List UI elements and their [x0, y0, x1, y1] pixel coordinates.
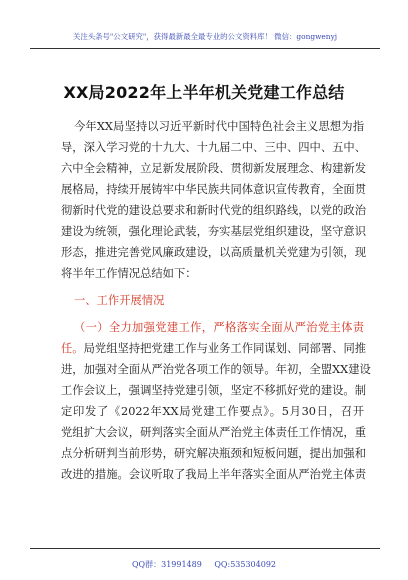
body-text-segment: 局党组坚持把党建工作与业务工作同谋划、同部署、同推: [83, 342, 367, 355]
footer-rule: [30, 548, 380, 549]
footer-qq-number: QQ:535304092: [214, 560, 276, 569]
paragraph-line: 进，加强对全面从严治党各项工作的领导。年初，全盟XX建设: [61, 363, 371, 376]
paragraph-line: 六中全会精神，立足新发展阶段、贯彻新发展理念、构建新发: [61, 162, 367, 175]
paragraph-line: 导，深入学习党的十九大、十九届二中、三中、四中、五中、: [61, 141, 367, 154]
subsection-heading-continuation: 任。: [61, 342, 84, 355]
paragraph-line: 今年XX局坚持以习近平新时代中国特色社会主义思想为指: [74, 120, 364, 133]
paragraph-line: 展格局，持续开展铸牢中华民族共同体意识宣传教育，全面贯: [61, 183, 367, 196]
paragraph-line: 定印发了《2022年XX局党建工作要点》。5月30日，召开: [61, 405, 364, 418]
paragraph-line: [61, 341, 367, 357]
paragraph-line: 党组扩大会议，研判落实全面从严治党主体责任工作情况，重: [61, 426, 367, 439]
paragraph-line: 彻新时代党的建设总要求和新时代党的组织路线，以党的政治: [61, 204, 367, 217]
paragraph-line: 形态，推进完善党风廉政建设，以高质量机关党建为引领，现: [61, 246, 367, 259]
document-title: XX局2022年上半年机关党建工作总结: [63, 83, 345, 102]
subsection-heading: （一）全力加强党建工作，严格落实全面从严治党主体责: [74, 321, 364, 334]
footer-contact: [0, 559, 408, 570]
header-promo-text: 关注头条号"公文研究"，获得最新最全最专业的公文资料库！ 微信：gongwenyj: [72, 32, 338, 41]
section-heading: 一、工作开展情况: [74, 294, 165, 307]
paragraph-line: 将半年工作情况总结如下：: [61, 267, 197, 280]
paragraph-line: 点分析研判当前形势，研究解决瓶颈和短板问题，提出加强和: [61, 447, 367, 460]
paragraph-line: 建设为统领，强化理论武装，夯实基层党组织建设，坚守意识: [61, 225, 367, 238]
header-rule: [30, 0, 380, 49]
paragraph-line: 改进的措施。会议听取了我局上半年落实全面从严治党主体责: [61, 468, 367, 481]
footer-qq-group: QQ群：31991489: [131, 560, 202, 569]
paragraph-line: 工作会议上，强调坚持党建引领，坚定不移抓好党的建设。制: [61, 384, 367, 397]
